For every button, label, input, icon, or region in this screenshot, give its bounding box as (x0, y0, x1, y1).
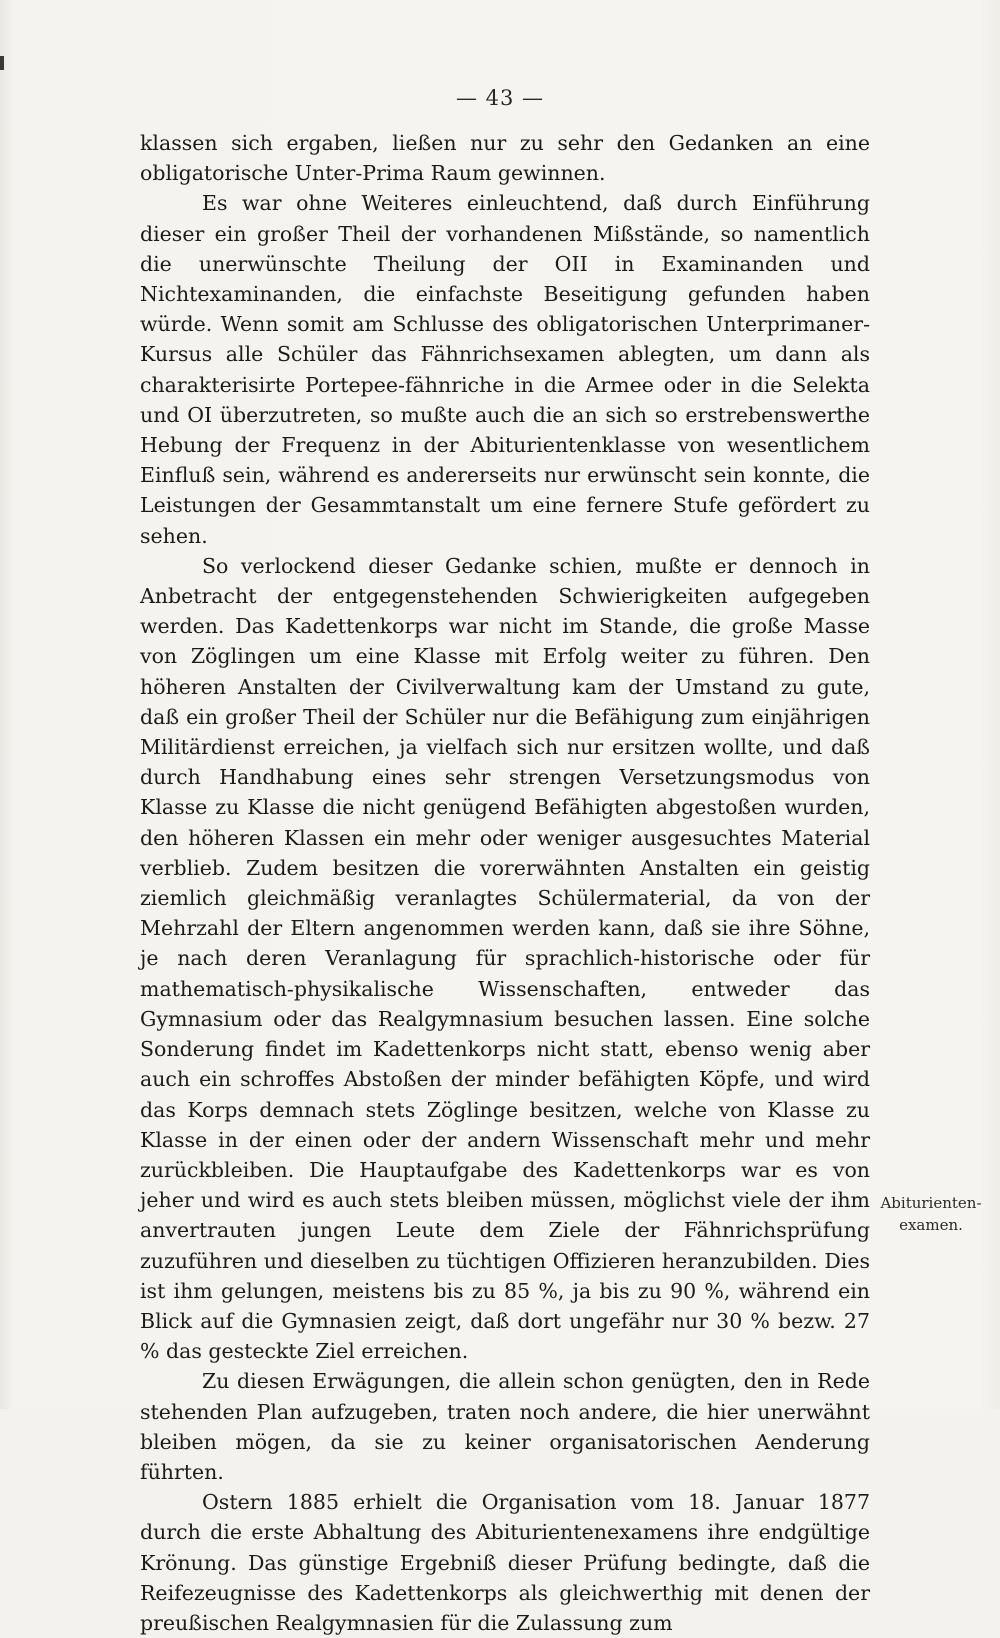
paragraph: So verlockend dieser Gedanke schien, mußte er dennoch in Anbetracht der entgegenstehenden Schwierigkeiten aufgegeben werden. Das Kadettenkorps war nicht im Stande, die große Masse von Zöglingen um eine Klasse mit Erfolg weiter zu führen. Den höheren Anstalten der Civilverwaltung kam der Umstand zu gute, daß ein großer Theil der Schüler nur die Befähigung zum einjährigen Militärdienst erreichen, ja vielfach sich nur ersitzen wollte, und daß durch Handhabung eines sehr strengen Versetzungsmodus von Klasse zu Klasse die nicht genügend Befähigten abgestoßen wurden, den höheren Klassen ein mehr oder weniger ausgesuchtes Material verblieb. Zudem besitzen die vorerwähnten Anstalten ein geistig ziemlich gleichmäßig veranlagtes Schülermaterial, da von der Mehrzahl der Eltern angenommen werden kann, daß sie ihre Söhne, je nach deren Veranlagung für sprachlich-historische oder für mathematisch-physikalische Wissenschaften, entweder das Gymnasium oder das Realgymnasium besuchen lassen. Eine solche Sonderung findet im Kadettenkorps nicht statt, ebenso wenig aber auch ein schroffes Abstoßen der minder befähigten Köpfe, und wird das Korps demnach stets Zöglinge besitzen, welche von Klasse zu Klasse in der einen oder der andern Wissenschaft mehr und mehr zurückbleiben. Die Hauptaufgabe des Kadettenkorps war es von jeher und wird es auch stets bleiben müssen, möglichst viele der ihm anvertrauten jungen Leute dem Ziele der Fähnrichsprüfung zuzuführen und dieselben zu tüchtigen Offizieren heranzubilden. Dies ist ihm gelungen, meistens bis zu 85 %, ja bis zu 90 %, während ein Blick auf die Gymnasien zeigt, daß dort ungefähr nur 30 % bezw. 27 % das gesteckte Ziel erreichen. (140, 553, 870, 1364)
margin-note: Abiturienten-examen. (880, 1194, 982, 1234)
paragraph: Ostern 1885 erhielt die Organisation vom 18. Januar 1877 durch die erste Abhaltung des Abiturientenexamens ihre endgültige Krönung. Das günstige Ergebniß dieser Prüfung bedingte, daß die Reifezeugnisse des Kadettenkorps als gleichwerthig mit denen der preußischen Realgymnasien für die Zulassung zum (140, 1490, 870, 1635)
page-number: — 43 — (455, 86, 545, 110)
paragraph: Zu diesen Erwägungen, die allein schon genügten, den in Rede stehenden Plan aufzugeben, traten noch andere, die hier unerwähnt bleiben mögen, da sie zu keiner organisatorischen Aenderung führten. (140, 1369, 870, 1484)
scan-edge-mark (0, 56, 4, 70)
body-text (140, 128, 870, 1638)
paragraph-continued: klassen sich ergaben, ließen nur zu sehr den Gedanken an eine obligatorische Unter-Prima Raum gewinnen. (140, 131, 870, 186)
paragraph: Es war ohne Weiteres einleuchtend, daß durch Einführung dieser ein großer Theil der vorhandenen Mißstände, so namentlich die unerwünschte Theilung der OII in Examinanden und Nichtexaminanden, die einfachste Beseitigung gefunden haben würde. Wenn somit am Schlusse des obligatorischen Unterprimaner-Kursus alle Schüler das Fähnrichsexamen ablegten, um dann als charakterisirte Portepee-fähnriche in die Armee oder in die Selekta und OI überzutreten, so mußte auch die an sich so erstrebenswerthe Hebung der Frequenz in der Abiturientenklasse von wesentlichem Einfluß sein, während es andererseits nur erwünscht sein konnte, die Leistungen der Gesammtanstalt um eine fernere Stufe gefördert zu sehen. (140, 191, 870, 548)
